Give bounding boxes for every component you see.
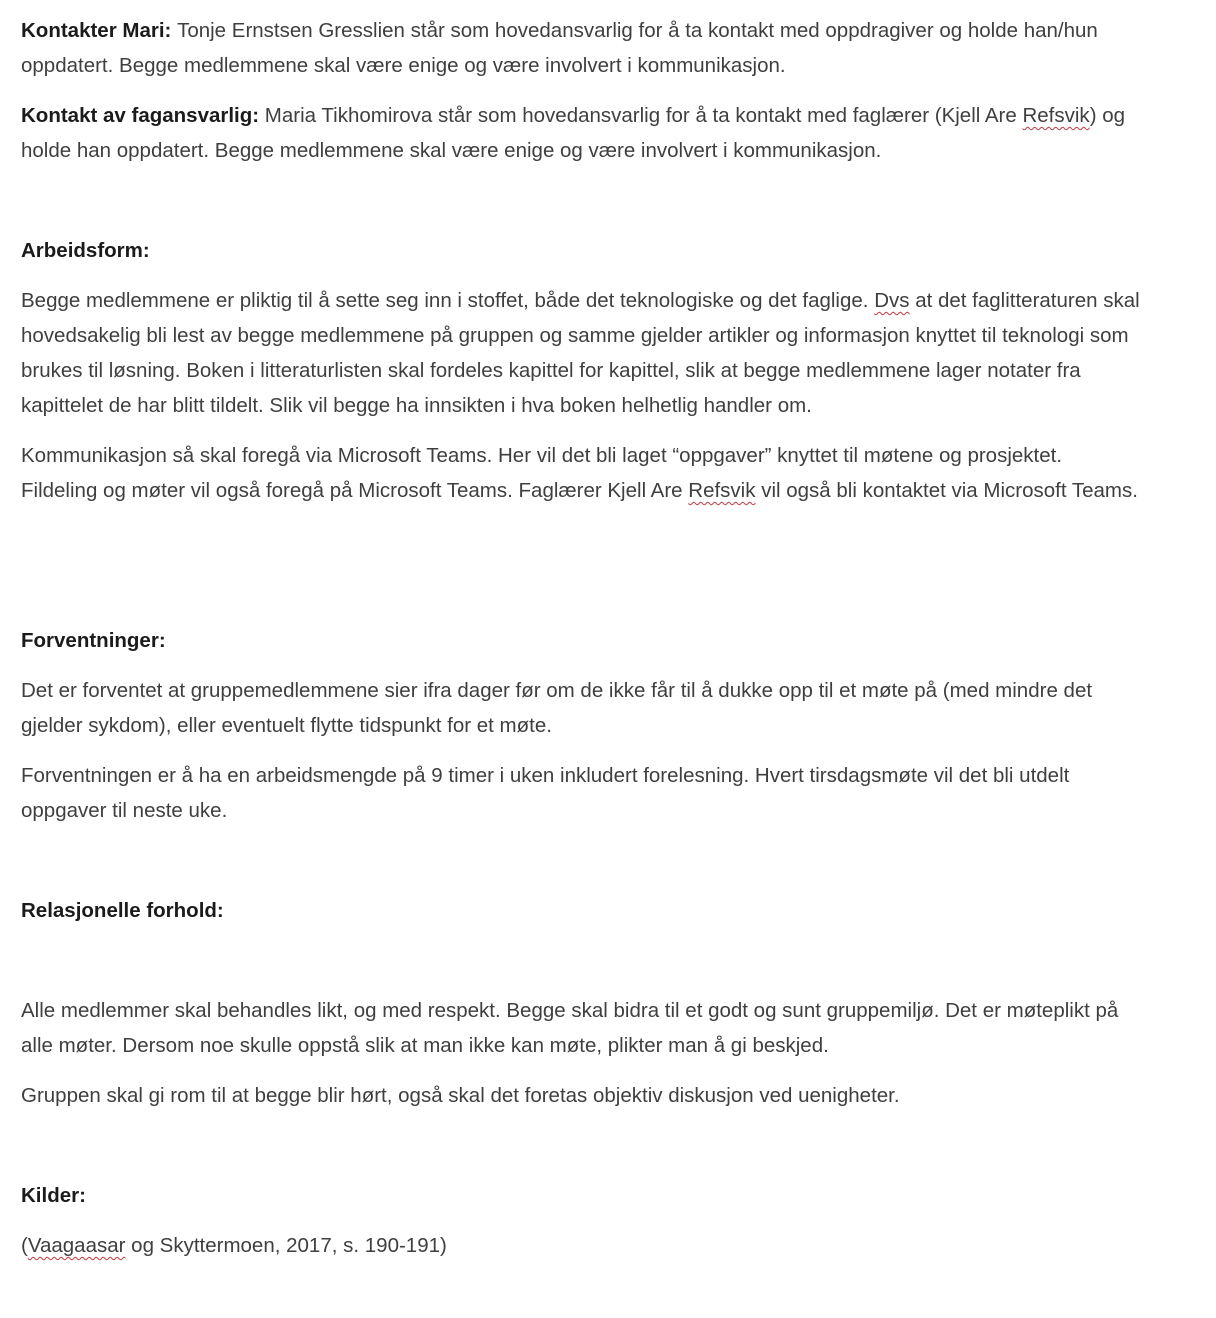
paragraph [21, 1228, 1142, 1263]
text-run: Kommunikasjon så skal foregå via Microsoft Teams. Her vil det bli laget “oppgaver” knyttet til møtene og prosjektet. Fildeling og møter vil også foregå på Microsoft Teams. Faglærer Kjell Are [21, 444, 1068, 502]
paragraph [21, 758, 1142, 828]
section-heading [21, 1178, 1142, 1213]
misspelled-word: Refsvik [1022, 104, 1090, 127]
paragraph [21, 283, 1146, 423]
text-run: og Skyttermoen, 2017, s. 190-191) [125, 1234, 447, 1257]
section-heading [21, 893, 1142, 928]
bold-run: Kilder: [21, 1184, 86, 1207]
paragraph [21, 438, 1142, 508]
text-run: Maria Tikhomirova står som hovedansvarlig for å ta kontakt med faglærer (Kjell Are [264, 104, 1023, 127]
text-run: Begge medlemmene er pliktig til å sette seg inn i stoffet, både det teknologiske og det faglige. [21, 289, 875, 312]
paragraph [21, 993, 1142, 1063]
bold-run: Kontakt av fagansvarlig: [21, 104, 265, 127]
section-heading [21, 623, 1142, 658]
misspelled-word: Refsvik [688, 479, 756, 502]
empty-line [21, 943, 1142, 978]
bold-run: Relasjonelle forhold: [21, 899, 224, 922]
empty-line [21, 573, 1142, 608]
paragraph [21, 1078, 1142, 1113]
empty-line [21, 843, 1142, 878]
bold-run: Kontakter Mari: [21, 19, 178, 42]
text-run: Tonje Ernstsen Gresslien står som hovedansvarlig for å ta kontakt med oppdragiver og holde han/hun oppdatert. Begge medlemmene skal være enige og være involvert i kommunikasjon. [21, 19, 1104, 77]
text-run: vil også bli kontaktet via Microsoft Teams. [755, 479, 1138, 502]
misspelled-word: Dvs [874, 289, 910, 312]
empty-line [21, 523, 1142, 558]
text-run: Gruppen skal gi rom til at begge blir hørt, også skal det foretas objektiv diskusjon ved uenigheter. [21, 1084, 900, 1107]
text-run: ( [21, 1234, 28, 1257]
text-run: at det faglitteraturen skal hovedsakelig bli lest av begge medlemmene på gruppen og samme gjelder artikler og informasjon knyttet til teknologi som brukes til løsning. Boken i litteraturlisten skal fordeles kapittel for kapittel, slik at begge medlemmene lager notater fra kapittelet de har blitt tildelt. Slik vil begge ha innsikten i hva boken helhetlig handler om. [21, 289, 1146, 417]
paragraph [21, 673, 1142, 743]
text-run: Det er forventet at gruppemedlemmene sier ifra dager før om de ikke får til å dukke opp til et møte på (med mindre det gjelder sykdom), eller eventuelt flytte tidspunkt for et møte. [21, 679, 1098, 737]
misspelled-word: Vaagaasar [27, 1234, 126, 1257]
section-heading [21, 233, 1142, 268]
empty-line [21, 183, 1142, 218]
bold-run: Forventninger: [21, 629, 166, 652]
text-run: Forventningen er å ha en arbeidsmengde på 9 timer i uken inkludert forelesning. Hvert tirsdagsmøte vil det bli utdelt oppgaver til neste uke. [21, 764, 1076, 822]
paragraph [21, 13, 1142, 83]
text-run: ) og holde han oppdatert. Begge medlemmene skal være enige og være involvert i kommunikasjon. [21, 104, 1131, 162]
text-run: Alle medlemmer skal behandles likt, og med respekt. Begge skal bidra til et godt og sunt gruppemiljø. Det er møteplikt på alle møter. Dersom noe skulle oppstå slik at man ikke kan møte, plikter man å gi beskjed. [21, 999, 1124, 1057]
empty-line [21, 1128, 1142, 1163]
bold-run: Arbeidsform: [21, 239, 150, 262]
paragraph [21, 98, 1142, 168]
